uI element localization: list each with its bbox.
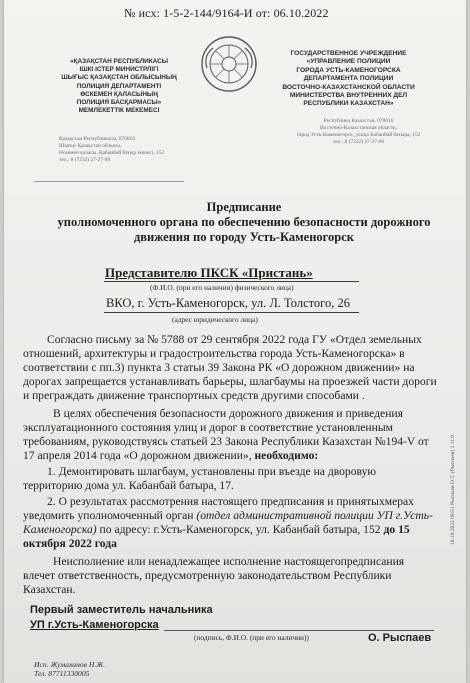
body-line bbox=[23, 449, 318, 462]
left-header-line: «ҚАЗАҚСТАН РЕСПУБЛИКАСЫ bbox=[70, 58, 168, 65]
right-header-line: ДЕПАРТАМЕНТА ПОЛИЦИИ bbox=[303, 75, 394, 83]
executor-info bbox=[34, 660, 105, 678]
signatory-department: УП г.Усть-Каменогорска bbox=[30, 619, 159, 631]
left-header bbox=[44, 58, 194, 115]
required-label: необходимо: bbox=[254, 449, 319, 462]
list-item-line: территорию дома ул. Кабанбай батыра, 17. bbox=[23, 479, 234, 492]
document-title: Предписание bbox=[206, 200, 282, 214]
header-divider-left bbox=[34, 181, 184, 182]
right-address-line: тел.: 8 (7232) 27-27-60 bbox=[332, 139, 385, 145]
right-header bbox=[266, 50, 431, 109]
body-line: влечет ответственность, предусмотренную законодательством Республики bbox=[23, 569, 392, 582]
left-address-line: Шығыс Қазақстан облысы, bbox=[59, 143, 122, 149]
body-line: эксплуатационного состояния улиц и дорог в соответствие установленным bbox=[23, 421, 393, 434]
body-line: В целях обеспечения безопасности дорожного движения и приведения bbox=[53, 407, 403, 420]
signature-caption: (подпись, Ф.И.О. (при его наличии)) bbox=[194, 633, 309, 642]
right-address-line: город Усть-Каменогорск, улица Кабанбай батыра, 152 bbox=[296, 132, 421, 138]
list-item-line: 1. Демонтировать шлагбаум, установлены при въезде на дворовую bbox=[47, 465, 377, 478]
deadline-day: 15 bbox=[398, 523, 410, 536]
left-header-line: ІШКІ ІСТЕР МИНИСТРЛІГІ bbox=[79, 66, 159, 74]
list-item-line bbox=[23, 523, 410, 536]
signatory-name: О. Рыспаев bbox=[368, 632, 432, 644]
document-subtitle: уполномоченного органа по обеспечению безопасности дорожного bbox=[57, 215, 431, 229]
addressee-caption: (Ф.И.О. (при его наличии) физического лица) bbox=[150, 283, 294, 292]
right-address-line: Восточно-Казахстанская область, bbox=[320, 125, 397, 131]
document-subtitle: движения по городу Усть-Каменогорск bbox=[133, 230, 354, 244]
address-caption: (адрес юридического лица) bbox=[172, 315, 258, 324]
left-header-line: ПОЛИЦИЯ ДЕПАРТАМЕНТІ bbox=[76, 82, 162, 90]
body-line: Казахстан. bbox=[23, 583, 76, 596]
body-line: Согласно письму за № 5788 от 29 сентября 2022 года ГУ «Отдел земельных bbox=[47, 333, 422, 346]
body-line: и преграждать движение транспортных средств другими способами . bbox=[23, 389, 365, 402]
body-text: по адресу: г.Усть-Каменогорск, ул. Кабанбай батыра, 152 bbox=[96, 523, 384, 536]
body-line: дорогах запрещается устанавливать барьеры, шлагбаумы на проезжей части дороги bbox=[23, 375, 437, 388]
document-page bbox=[4, 0, 466, 683]
signatory-position: Первый заместитель начальника bbox=[30, 604, 213, 616]
outgoing-number: № исх: 1-5-2-144/9164-И от: 06.10.2022 bbox=[124, 6, 329, 20]
right-header-line: ВОСТОЧНО-КАЗАХСТАНСКОЙ ОБЛАСТИ bbox=[282, 83, 415, 91]
italic-text: Каменогорска) bbox=[23, 523, 97, 536]
left-address-line: тел.: 8 (7232) 27-27-60 bbox=[59, 157, 111, 163]
right-header-line: «УПРАВЛЕНИЕ ПОЛИЦИИ bbox=[306, 58, 391, 66]
left-header-line: МЕМЛЕКЕТТІК МЕКЕМЕСІ bbox=[78, 107, 160, 115]
address-underline bbox=[104, 312, 359, 313]
body-line: соответствии с пп.3) пункта 3 статьи 39 Закона РК «О дорожном движении» на bbox=[23, 361, 415, 374]
body-line: требованиям, руководствуясь статьей 23 Закона Республики Казахстан №194-V от bbox=[23, 435, 429, 448]
right-header-line: ГОРОДА УСТЬ-КАМЕНОГОРСКА bbox=[296, 66, 401, 74]
executor-name: Исп. Жумаханов Н.Ж. bbox=[34, 660, 106, 669]
left-address-line: Қазақстан Республикасы, 070016 bbox=[59, 136, 135, 142]
right-address-line: Республика Казахстан, 070016 bbox=[323, 118, 394, 124]
deadline-date: октября 2022 года bbox=[23, 537, 117, 550]
right-address bbox=[286, 118, 431, 146]
right-header-line: РЕСПУБЛИКИ КАЗАХСТАН» bbox=[303, 100, 394, 108]
left-header-line: ӨСКЕМЕН ҚАЛАСЫНЫҢ bbox=[80, 90, 158, 98]
left-header-line: ПОЛИЦИЯ БАСҚАРМАСЫ» bbox=[76, 99, 162, 107]
addressee: Представителю ПКСК «Пристань» bbox=[105, 265, 313, 280]
vertical-stamp-note: 18.10.2022 09:51 Рыспаев О.Т. (Рыспаев) 2.11.0 bbox=[450, 434, 456, 545]
address: ВКО, г. Усть-Каменогорск, ул. Л. Толстого, 26 bbox=[106, 296, 350, 310]
right-header-line: ГОСУДАРСТВЕННОЕ УЧРЕЖДЕНИЕ bbox=[290, 50, 407, 57]
addressee-underline bbox=[104, 281, 359, 282]
italic-text: (отдел административной полиции УП г.Усть- bbox=[196, 509, 433, 522]
state-emblem-icon bbox=[199, 34, 259, 94]
body-text: уведомить уполномоченный орган bbox=[23, 509, 197, 522]
deadline-prefix: до bbox=[383, 523, 396, 536]
body-line: Неисполнение или ненадлежащее исполнение настоящегопредписания bbox=[53, 555, 405, 568]
right-header-line: МИНИСТЕРСТВА ВНУТРЕННИХ ДЕЛ bbox=[289, 92, 408, 100]
signature-line bbox=[164, 630, 434, 631]
left-address bbox=[59, 136, 179, 164]
left-header-line: ШЫҒЫС ҚАЗАҚСТАН ОБЛЫСЫНЫҢ bbox=[61, 74, 177, 82]
left-address-line: Өскемен қаласы, Қабанбай батыр көшесі, 152 bbox=[59, 150, 165, 156]
executor-phone: Тел. 87711330005 bbox=[34, 669, 90, 678]
list-item-line bbox=[23, 509, 433, 522]
body-line: отношений, архитектуры и градостроительства города Усть-Каменогорска» в bbox=[23, 347, 405, 360]
list-item-line: 2. О результатах рассмотрения настоящего предписания и принятыхмерах bbox=[47, 495, 414, 508]
body-text: 17 апреля 2014 года «О дорожном движении», bbox=[23, 449, 255, 462]
list-item-line bbox=[23, 537, 117, 550]
